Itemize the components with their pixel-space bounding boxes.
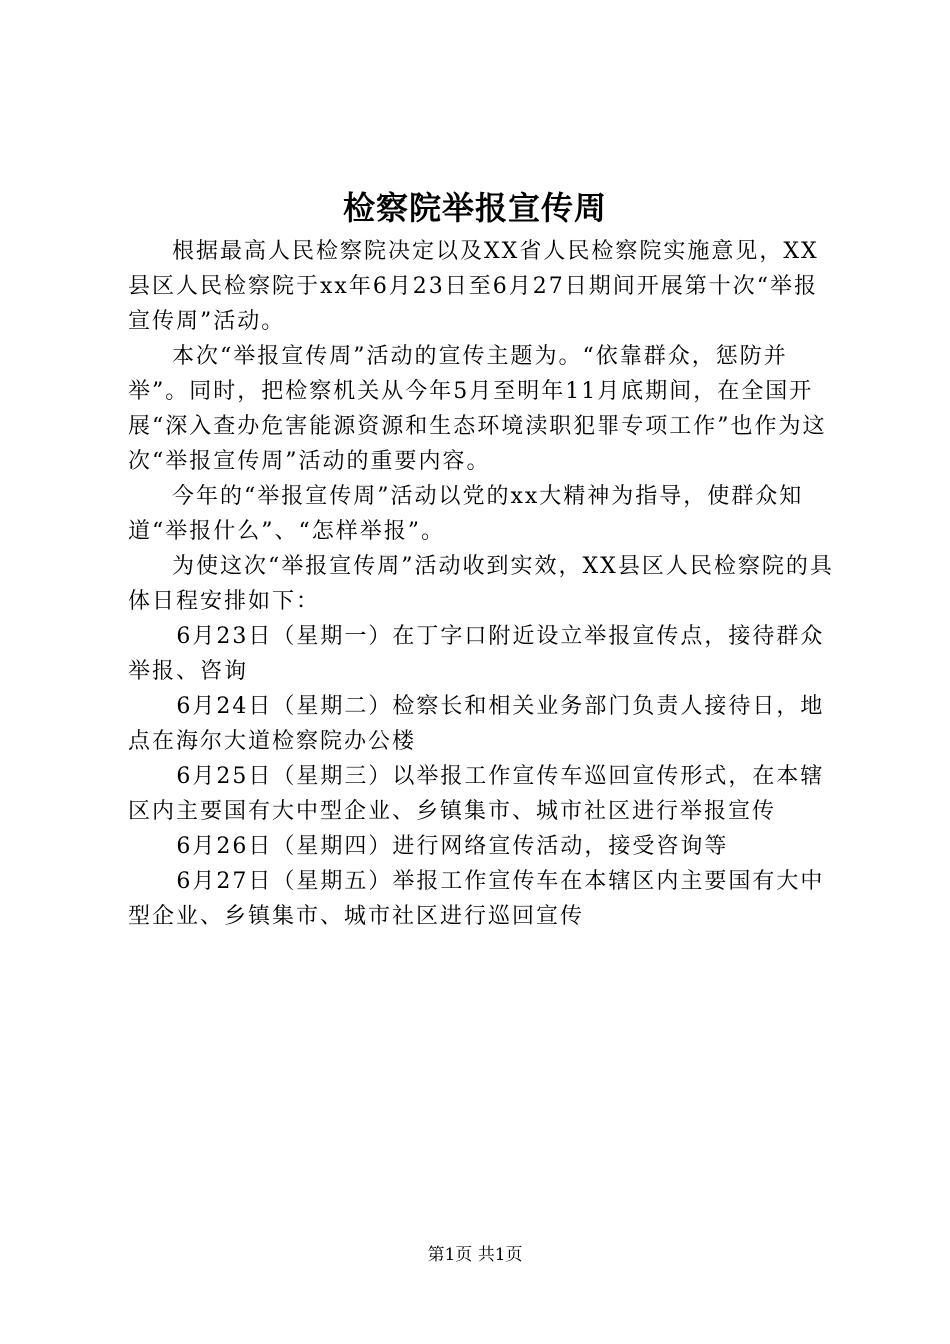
document-title: 检察院举报宣传周 — [342, 189, 607, 227]
paragraph-guidance: 今年的“举报宣传周”活动以党的xx大精神为指导，使群众知道“举报什么”、“怎样举报”。 — [128, 484, 804, 544]
schedule-item-june-25: 6月25日（星期三）以举报工作宣传车巡回宣传形式，在本辖区内主要国有大中型企业、乡镇集市、城市社区进行举报宣传 — [128, 764, 825, 824]
page-footer: 第1页 共1页 — [427, 1245, 523, 1265]
schedule-item-june-26: 6月26日（星期四）进行网络宣传活动，接受咨询等 — [176, 834, 729, 859]
document-body — [128, 234, 836, 934]
schedule-item-june-24: 6月24日（星期二）检察长和相关业务部门负责人接待日，地点在海尔大道检察院办公楼 — [128, 694, 825, 754]
schedule-item-june-23: 6月23日（星期一）在丁字口附近设立举报宣传点，接待群众举报、咨询 — [128, 624, 825, 684]
paragraph-theme: 本次“举报宣传周”活动的宣传主题为。“依靠群众，惩防并举”。同时，把检察机关从今年5月至明年11月底期间，在全国开展“深入查办危害能源资源和生态环境渎职犯罪专项工作”也作为这次“举报宣传周”活动的重要内容。 — [128, 344, 827, 474]
paragraph-intro: 根据最高人民检察院决定以及XX省人民检察院实施意见，XX县区人民检察院于xx年6月23日至6月27日期间开展第十次“举报宣传周”活动。 — [128, 239, 819, 334]
schedule-item-june-27: 6月27日（星期五）举报工作宣传车在本辖区内主要国有大中型企业、乡镇集市、城市社区进行巡回宣传 — [128, 869, 825, 929]
paragraph-schedule-intro: 为使这次“举报宣传周”活动收到实效，XX县区人民检察院的具体日程安排如下： — [128, 554, 834, 614]
